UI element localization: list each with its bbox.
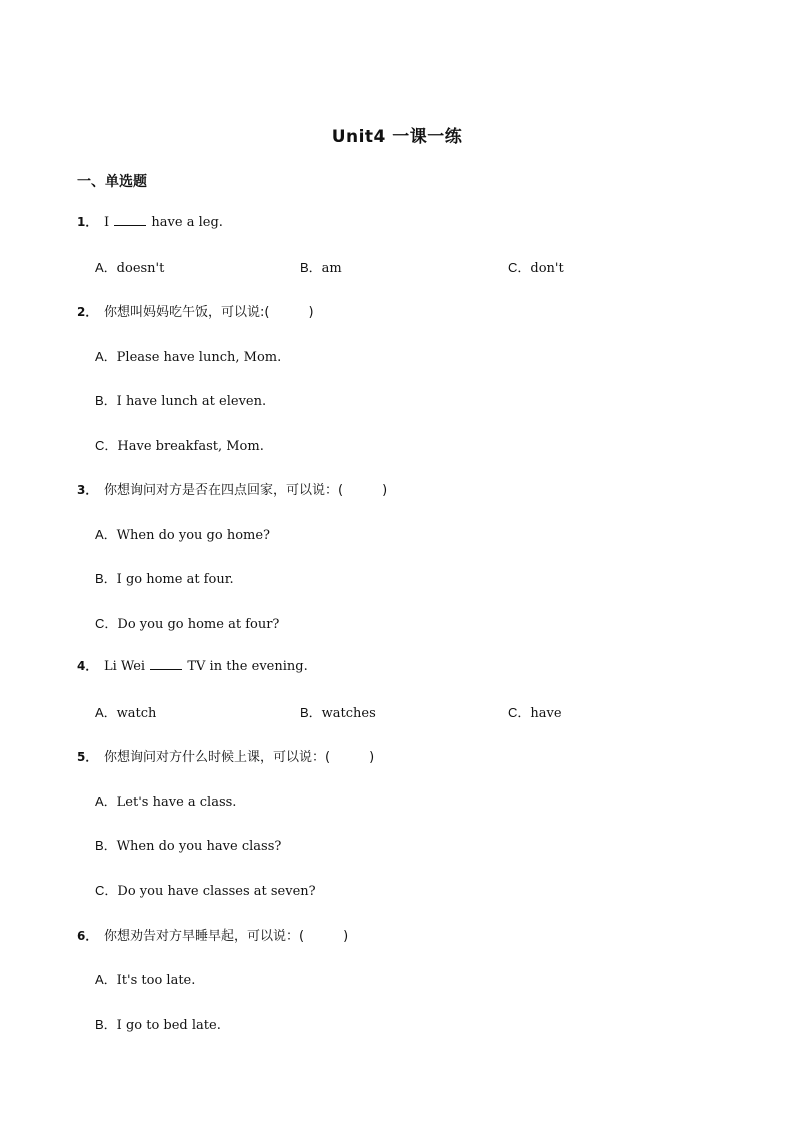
question-number: 5． (77, 750, 98, 764)
option-b[interactable] (95, 835, 281, 854)
option-c[interactable] (95, 880, 316, 899)
option-c[interactable] (95, 613, 279, 632)
option-text: I have lunch at eleven. (116, 394, 267, 409)
question-text: 你想询问对方是否在四点回家，可以说：( ) (104, 483, 388, 498)
option-c[interactable] (95, 435, 264, 454)
option-text: It's too late. (116, 973, 196, 988)
option-text: Let's have a class. (116, 795, 237, 810)
option-text: I go home at four. (116, 572, 234, 587)
option-text: Do you go home at four? (117, 617, 280, 632)
option-letter: B． (95, 1017, 117, 1032)
option-letter: A． (95, 260, 117, 275)
option-letter: A． (95, 349, 117, 364)
option-b[interactable] (95, 1014, 221, 1033)
question-number: 2． (77, 305, 98, 319)
option-text: am (321, 261, 342, 276)
option-letter: B． (300, 260, 322, 275)
option-letter: A． (95, 972, 117, 987)
question-5 (77, 746, 374, 765)
option-letter: B． (300, 705, 322, 720)
option-text: doesn't (116, 261, 165, 276)
option-b[interactable] (300, 257, 342, 276)
section-heading: 一、单选题 (77, 174, 147, 190)
question-6 (77, 925, 348, 944)
question-text: 你想叫妈妈吃午饭，可以说:( ) (104, 305, 314, 320)
option-text: I go to bed late. (116, 1018, 221, 1033)
option-letter: C． (508, 260, 531, 275)
question-1 (77, 213, 223, 230)
question-text-pre: I (104, 215, 114, 230)
option-a[interactable] (95, 257, 164, 276)
option-b[interactable] (95, 568, 234, 587)
option-letter: C． (508, 705, 531, 720)
option-c[interactable] (508, 702, 562, 721)
option-letter: B． (95, 571, 117, 586)
option-a[interactable] (95, 524, 270, 543)
answer-blank (114, 215, 146, 226)
option-text: Please have lunch, Mom. (116, 350, 282, 365)
option-letter: A． (95, 794, 117, 809)
option-letter: A． (95, 705, 117, 720)
page-title: Unit4 一课一练 (331, 127, 463, 147)
option-text: Do you have classes at seven? (117, 884, 316, 899)
question-number: 6． (77, 929, 98, 943)
option-a[interactable] (95, 969, 195, 988)
question-number: 3． (77, 483, 98, 497)
option-a[interactable] (95, 791, 236, 810)
option-letter: C． (95, 883, 118, 898)
option-a[interactable] (95, 702, 156, 721)
option-b[interactable] (300, 702, 376, 721)
question-text-post: TV in the evening. (183, 659, 308, 674)
option-text: Have breakfast, Mom. (117, 439, 264, 454)
question-number: 4． (77, 659, 98, 673)
option-text: watches (321, 706, 376, 721)
option-letter: B． (95, 393, 117, 408)
question-text: 你想询问对方什么时候上课，可以说：( ) (104, 750, 375, 765)
question-3 (77, 479, 387, 498)
answer-blank (150, 659, 182, 670)
question-text: 你想劝告对方早睡早起，可以说：( ) (104, 929, 349, 944)
option-text: watch (116, 706, 157, 721)
option-letter: C． (95, 616, 118, 631)
option-text: When do you have class? (116, 839, 282, 854)
question-number: 1． (77, 215, 98, 229)
option-text: When do you go home? (116, 528, 271, 543)
option-a[interactable] (95, 346, 281, 365)
option-text: have (530, 706, 562, 721)
question-text-post: have a leg. (147, 215, 223, 230)
question-2 (77, 301, 314, 320)
option-letter: B． (95, 838, 117, 853)
option-c[interactable] (508, 257, 564, 276)
question-text-pre: Li Wei (104, 659, 150, 674)
option-b[interactable] (95, 390, 266, 409)
question-4 (77, 657, 308, 674)
option-text: don't (530, 261, 564, 276)
option-letter: C． (95, 438, 118, 453)
option-letter: A． (95, 527, 117, 542)
